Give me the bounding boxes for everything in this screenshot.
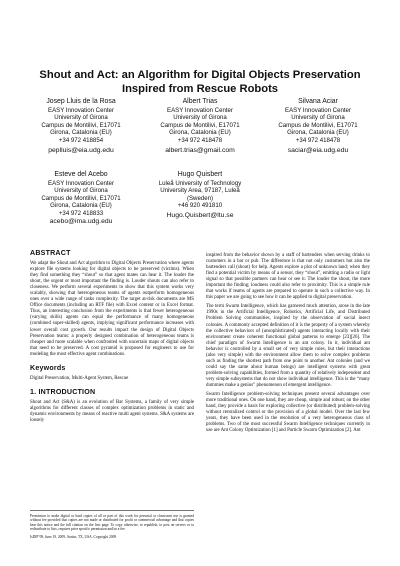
right-paragraph-2: The term Swarm Intelligence, which has garnered much attention, arose in the late 1990s in the Artificial Intelligence, Robotics, Artificial Life, and Distributed Problem Solving communities, inspired by the observation of social insect colonies. A commonly accepted definition of it is the property of a system whereby the collective behaviors of (unsophisticated) agents interacting locally with their environment create coherent functional global patterns to emerge [23][26]. The chief paradigm of Swarm Intelligence is an ant colony. In it, individual ant behavior is controlled by a small set of very simple rules, but their interactions (also very simple) with the environment allow them to solve complex problems such as finding the shortest path from one point to another. Ant colonies (and we could say the same about human beings) are intelligent systems with great problem-solving capabilities, formed from a quantity of relatively independent and very simple subsystems that do not show individual intelligence. This is the “many dummies make a genius” phenomenon of emergent intelligence. xyxy=(206,304,370,388)
author-name: Silvana Aciar xyxy=(298,98,338,105)
author-block-5 xyxy=(141,171,259,220)
author-affiliation-line: Campus de Montilivi, E17071 xyxy=(41,194,121,202)
author-block-1 xyxy=(22,98,140,154)
author-name: Hugo Quisbert xyxy=(177,171,223,178)
keywords-heading: Keywords xyxy=(30,363,66,372)
author-affiliation-line: Campus de Montilivi, E17071 xyxy=(160,121,240,129)
author-affiliation-line: University of Girona xyxy=(54,187,108,195)
paper-title: Shout and Act: an Algorithm for Digital Objects Preservation Inspired from Rescue Robots xyxy=(39,69,361,95)
author-block-3 xyxy=(259,98,377,154)
author-affiliation-line: EASY Innovation Center xyxy=(48,179,114,187)
author-email[interactable]: acebo@ima.udg.edu xyxy=(49,217,113,225)
author-affiliation-line: EASY Innovation Center xyxy=(167,106,233,114)
author-block-4 xyxy=(22,171,140,225)
author-email[interactable]: peplluis@eia.udg.edu xyxy=(48,146,114,154)
author-phone: +34 972 418478 xyxy=(295,136,341,144)
left-column xyxy=(30,249,194,424)
author-affiliation-line: EASY Innovation Center xyxy=(48,106,114,114)
author-name: Josep Lluis de la Rosa xyxy=(46,98,116,105)
author-email[interactable]: albert.trias@gmail.com xyxy=(165,146,235,154)
author-email[interactable]: saciar@eia.udg.edu xyxy=(287,146,349,154)
author-phone: +34 972 418833 xyxy=(58,209,104,217)
author-phone: +34 972 418478 xyxy=(177,136,223,144)
author-affiliation-line: University of Girona xyxy=(291,114,345,122)
author-affiliation-line: Campus de Montilivi, E17071 xyxy=(41,121,121,129)
abstract-text: We adapt the Shout and Act algorithm to Digital Objects Preservation where agents explore file systems looking for digital objects to be preserved (victims). When they find something they “shout” so that agent mates can hear it. The louder the shout, the urgent or most important the finding is. Louder shouts can also refer to closeness. We perform several experiments to show that this system works very scalably, showing that heterogeneous teams of agents outperform homogeneous ones over a wide range of tasks complexity. The target at-risk documents are MS Office documents (including an RTF file) with Excel content or in Excel format. Thus, an interesting conclusion from the experiments is that fewer heterogeneous (varying skills) agents can equal the performance of many homogeneous (combined super-skilled) agents, implying significant performance increases with lower overall cost growth. Our results impact the design of Digital Objects Preservation teams: a properly designed combination of heterogeneous teams is cheaper and more scalable when confronted with uncertain maps of digital objects that need to be preserved. A cost pyramid is proposed for engineers to use for modeling the most effective agent combinations. xyxy=(30,261,194,357)
keywords-text: Digital Preservation, Multi-Agent System, Rescue xyxy=(30,375,129,381)
author-affiliation-line: Girona, Catalonia (EU) xyxy=(50,129,112,137)
introduction-heading: 1. INTRODUCTION xyxy=(30,387,96,396)
author-affiliation-line: Girona, Catalonia (EU) xyxy=(169,129,231,137)
right-paragraph-1: inspired from the behavior shown by a staff of bartenders when serving drinks to customers in a bar or pub. The difference is that not only customers but also the bartenders call (shout) for help. Agents explore a plot of unknown land; when they find a potential victim by means of a sensor, they “shout”, emitting a radio or light signal so that possible partners can hear or see it. The louder the shout, the more important the finding; loudness could also refer to proximity. This is a simple rule that works if teams of agents are prepared to operate in such a collective way. In this paper we are going to see how it can be applied to digital preservation. xyxy=(206,253,370,301)
author-affiliation-line: University Area, 97187, Luleå xyxy=(160,187,240,195)
venue-line: IsDIP’09, June 19, 2009, Austin, TX, USA. Copyright 2009 xyxy=(30,534,117,539)
author-affiliation-line: (Sweden) xyxy=(186,194,214,202)
author-affiliation-line: University of Girona xyxy=(173,114,227,122)
right-paragraph-3: Swarm Intelligence problem-solving techniques present several advantages over more traditional ones. On one hand, they are cheap, simple and robust; on the other hand, they provide a basis for exploring collective (or distributed) problem-solving without centralized control or the provision of a global model. Over the last few years, they have been used in the resolution of a very heterogeneous class of problems. Two of the most successful Swarm Intelligence techniques currently in use are Ant Colony Optimization [1] and Particle Swarm Optimization [2]. Ant xyxy=(206,392,370,434)
author-affiliation-line: Luleå University of Technology xyxy=(158,179,242,187)
author-name: Esteve del Acebo xyxy=(54,171,108,178)
author-block-2 xyxy=(141,98,259,154)
introduction-text: Shout and Act (S&A) is an evolution of Bar Systems, a family of very simple algorithms for different classes of complex optimization problems in static and dynamic environments by means of reactive multi agent systems. S&A systems are loosely xyxy=(30,399,194,423)
author-phone: +34 972 418854 xyxy=(58,136,104,144)
author-affiliation-line: Campus de Montilivi, E17071 xyxy=(278,121,358,129)
author-name: Albert Trias xyxy=(182,98,218,105)
author-affiliation-line: EASY Innovation Center xyxy=(285,106,351,114)
right-column xyxy=(206,253,370,434)
copyright-notice xyxy=(30,510,194,539)
abstract-heading: ABSTRACT xyxy=(30,249,71,257)
author-affiliation-line: Girona, Catalonia (EU) xyxy=(287,129,349,137)
author-affiliation-line: Girona, Catalonia (EU) xyxy=(50,202,112,210)
author-affiliation-line: University of Girona xyxy=(54,114,108,122)
permission-text: Permission to make digital or hard copies of all or part of this work for personal or classroom use is granted without fee provided that copies are not made or distributed for profit or commercial advantage and that copies bear this notice and the full citation on the first page. To copy otherwise, to republish, to post on servers or to redistribute to lists, requires prior specific permission and/or a fee. xyxy=(30,514,194,532)
author-email[interactable]: Hugo.Quisbert@ltu.se xyxy=(166,211,234,219)
author-phone: +46 920 491810 xyxy=(177,202,223,210)
